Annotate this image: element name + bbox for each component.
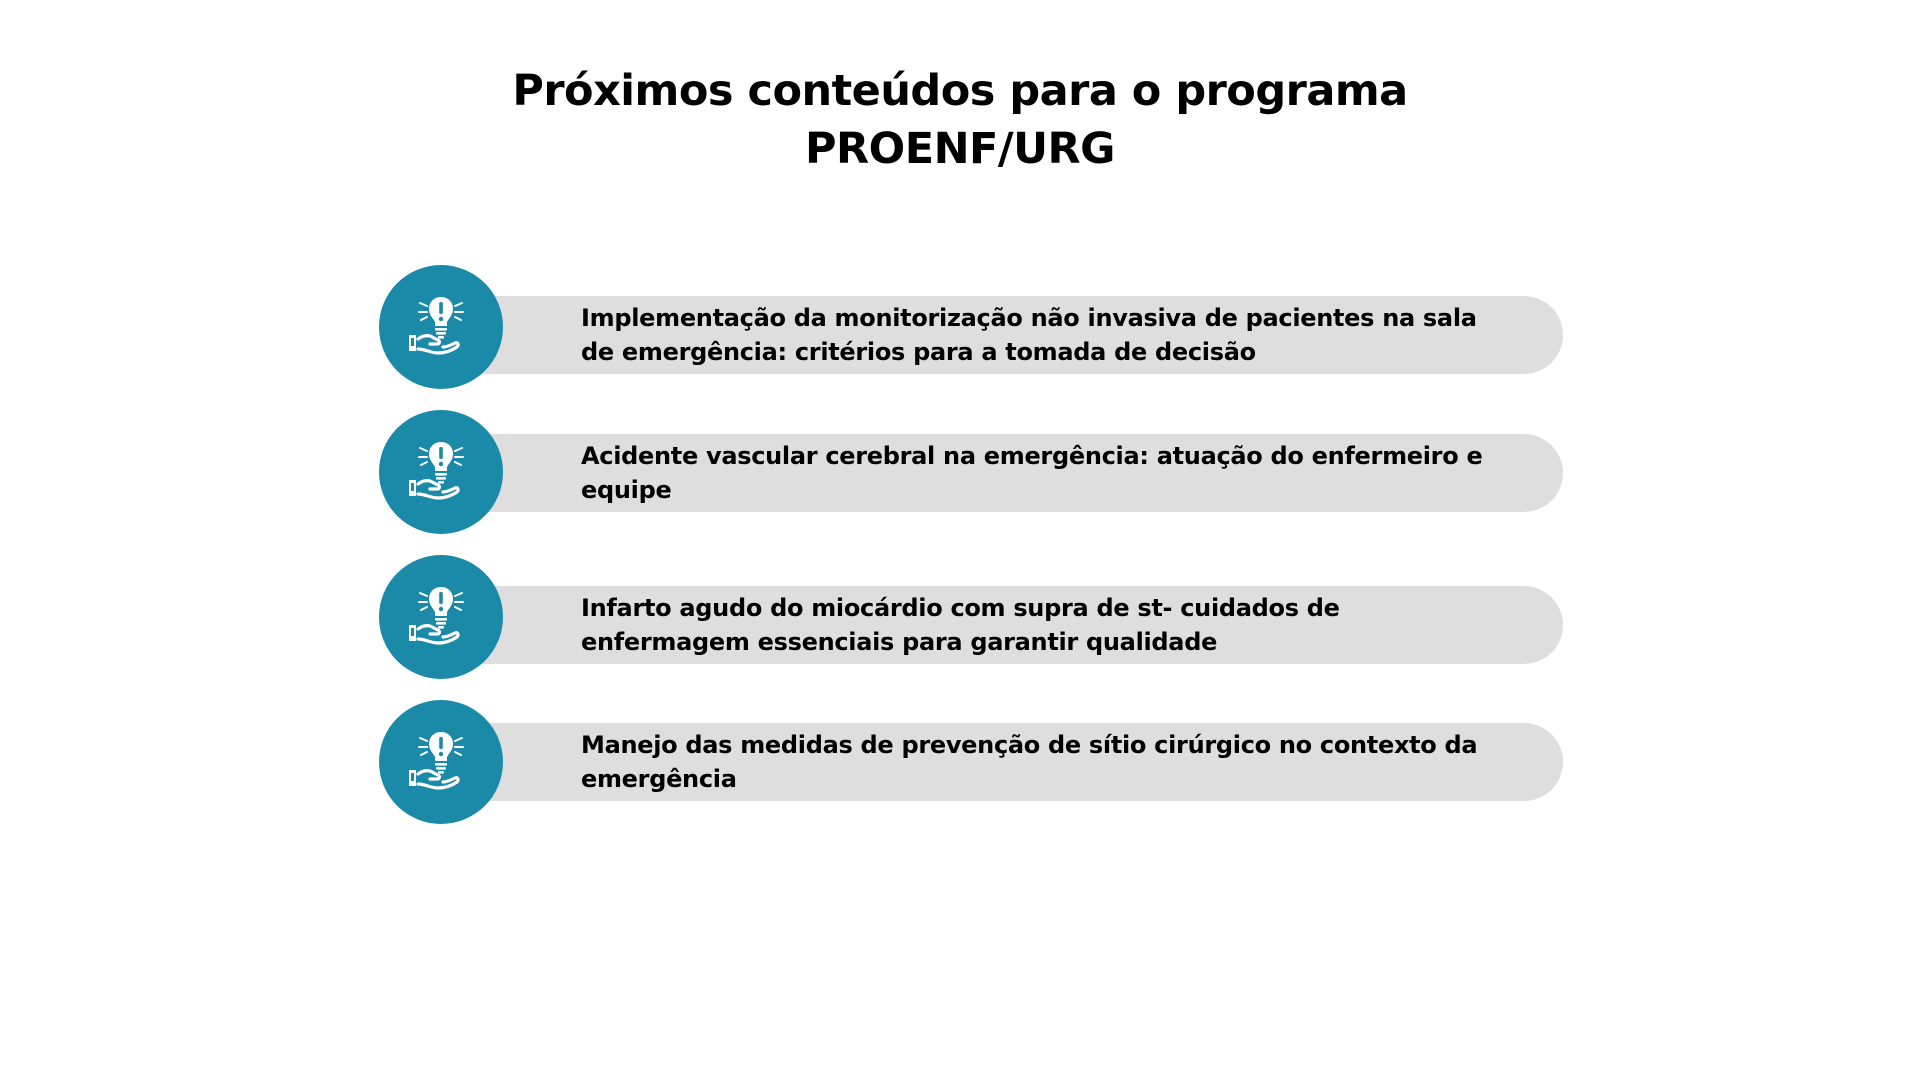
topic-pill xyxy=(439,586,1563,664)
hand-lightbulb-icon xyxy=(405,726,477,798)
hand-lightbulb-icon xyxy=(405,291,477,363)
list-item xyxy=(379,410,1563,534)
list-item xyxy=(379,555,1563,679)
list-item xyxy=(379,700,1563,824)
hand-lightbulb-icon xyxy=(405,436,477,508)
topic-pill xyxy=(439,723,1563,801)
icon-circle xyxy=(379,410,503,534)
page-title-line-1: Próximos conteúdos para o programa xyxy=(512,66,1408,116)
icon-circle xyxy=(379,700,503,824)
hand-lightbulb-icon xyxy=(405,581,477,653)
topic-text: Infarto agudo do miocárdio com supra de st- cuidados de enfermagem essenciais para garantir qualidade xyxy=(581,594,1340,656)
topic-text: Acidente vascular cerebral na emergência: atuação do enfermeiro e equipe xyxy=(581,442,1483,504)
page-title-line-2: PROENF/URG xyxy=(805,124,1115,174)
icon-circle xyxy=(379,265,503,389)
list-item xyxy=(379,265,1563,389)
topic-pill xyxy=(439,296,1563,374)
topic-text: Implementação da monitorização não invasiva de pacientes na sala de emergência: critérios para a tomada de decisão xyxy=(581,304,1477,366)
page-title xyxy=(0,62,1920,178)
topic-pill xyxy=(439,434,1563,512)
icon-circle xyxy=(379,555,503,679)
topic-text: Manejo das medidas de prevenção de sítio cirúrgico no contexto da emergência xyxy=(581,731,1478,793)
